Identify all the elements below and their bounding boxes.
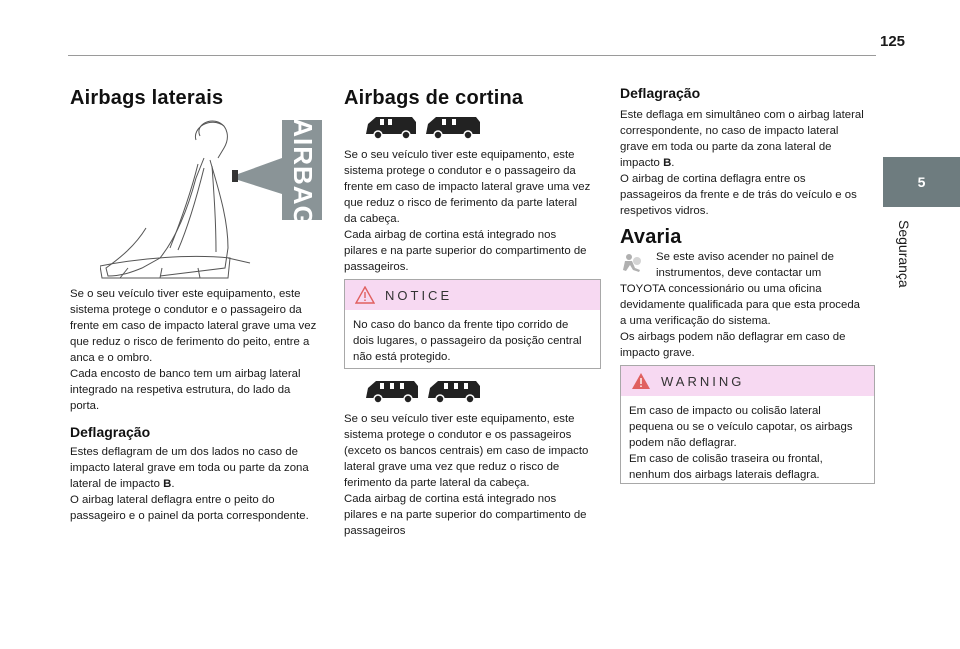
- warning-triangle-icon: [631, 372, 651, 390]
- section-title: Airbags laterais: [70, 87, 224, 109]
- chapter-number: 5: [917, 174, 926, 190]
- malfunction-title: Avaria: [620, 226, 682, 248]
- airbag-module-icon: [232, 170, 238, 182]
- notice-box: [344, 279, 601, 369]
- airbag-label: AIRBAG: [287, 117, 318, 227]
- warning-title: WARNING: [661, 373, 745, 389]
- notice-text: No caso do banco da frente tipo corrido de dois lugares, o passageiro da posição central não está protegido.: [353, 319, 582, 363]
- side-airbag-intro: Se o seu veículo tiver este equipamento, este sistema protege o condutor e o passageiro da frente em caso de impacto lateral grave uma vez que reduz o risco de ferimento do peito, entre a anca e o ombro. Cada encosto de banco tem um airbag lateral integrado na respetiva estrutura, do lado da porta.: [70, 288, 317, 412]
- chapter-tab[interactable]: [883, 157, 960, 207]
- van-icons-bottom: [364, 378, 484, 404]
- page-number: 125: [880, 33, 906, 50]
- caution-triangle-icon: [355, 286, 375, 304]
- notice-header: [345, 280, 600, 310]
- chapter-label: Segurança: [896, 220, 912, 288]
- van-icons-top: [364, 114, 484, 140]
- deflagration-heading: Deflagração: [70, 424, 151, 440]
- warning-header: [621, 366, 874, 396]
- curtain-airbag-intro-1: Se o seu veículo tiver este equipamento, este sistema protege o condutor e o passageiro da frente em caso de impacto lateral grave uma vez que reduz o risco de ferimento da parte lateral da cabeça. Cada airbag de cortina está integrado nos pilares e na parte superior do compartimento de passageiros.: [344, 149, 591, 273]
- curtain-airbag-intro-2: Se o seu veículo tiver este equipamento, este sistema protege o condutor e os passageiros (exceto os bancos centrais) em caso de impacto lateral grave uma vez que reduz o risco de ferimento da parte lateral da cabeça. Cada airbag de cortina está integrado nos pilares e na parte superior do compartimento de passageiros: [344, 413, 589, 537]
- notice-title: NOTICE: [385, 287, 453, 303]
- deflagration-heading: Deflagração: [620, 85, 701, 101]
- curtain-deflagration-text: Este deflaga em simultâneo com o airbag lateral correspondente, no caso de impacto lateral grave em toda ou parte da zona lateral de impacto B. O airbag de cortina deflagra entre os passageiros da frente e de trás do veículo e os respetivos vidros.: [620, 109, 864, 217]
- warning-box: [620, 365, 875, 484]
- warning-text: Em caso de impacto ou colisão lateral pequena ou se o veículo capotar, os airbags podem não deflagrar. Em caso de colisão traseira ou frontal, nenhum dos airbags laterais deflagra.: [629, 405, 853, 481]
- side-airbag-deflagration-text: Estes deflagram de um dos lados no caso de impacto lateral grave em toda ou parte da zona lateral de impacto B. O airbag lateral deflagra entre o peito do passageiro e o painel da porta correspondente.: [70, 446, 309, 522]
- malfunction-text: Se este aviso acender no painel de instrumentos, deve contactar um TOYOTA concessionário ou uma oficina devidamente qualificada para que esta proceda a uma verificação do sistema. Os airbags podem não deflagrar em caso de impacto grave.: [620, 251, 861, 359]
- section-title: Airbags de cortina: [344, 87, 524, 109]
- header-rule: [68, 55, 876, 56]
